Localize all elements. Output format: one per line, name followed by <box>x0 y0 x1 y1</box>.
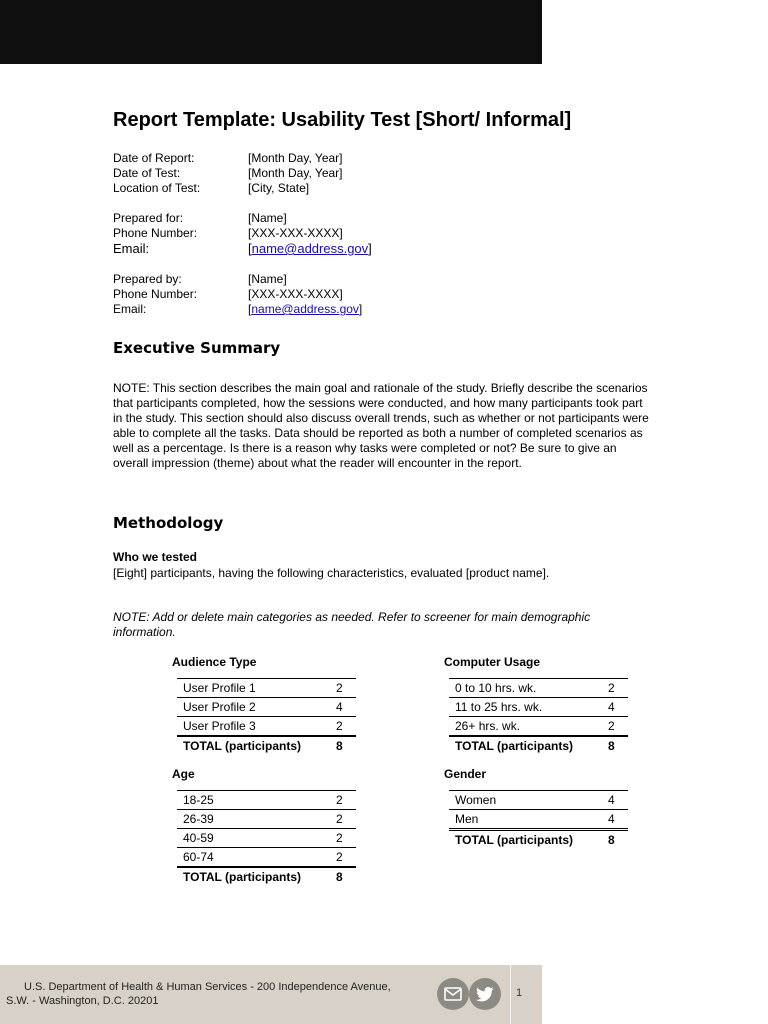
total-row <box>177 736 356 756</box>
row-value: 4 <box>608 698 628 717</box>
categories-note: NOTE: Add or delete main categories as needed. Refer to screener for main demographic information. <box>113 610 591 639</box>
table-row <box>177 717 356 737</box>
row-label: User Profile 1 <box>177 679 336 698</box>
info-value: [Month Day, Year] <box>248 166 343 180</box>
audience-type-table <box>177 678 356 756</box>
total-value: 8 <box>336 736 356 756</box>
prepared-for-name: [Name] <box>248 211 287 225</box>
table-row <box>177 810 356 829</box>
gender-table <box>449 790 628 850</box>
email-value: [name@address.gov] <box>248 302 363 316</box>
row-label: Women <box>449 791 608 810</box>
total-row <box>177 867 356 887</box>
info-value: [Month Day, Year] <box>248 151 343 165</box>
prepared-by-name: [Name] <box>248 272 287 286</box>
row-label: 40-59 <box>177 829 336 848</box>
table-row <box>177 679 356 698</box>
total-label: TOTAL (participants) <box>449 830 608 851</box>
executive-summary-heading: Executive Summary <box>113 339 281 357</box>
row-value: 2 <box>336 810 356 829</box>
footer-address: U.S. Department of Health & Human Services - 200 Independence Avenue, S.W. - Washington, D.C. 20201 <box>6 981 391 1007</box>
total-label: TOTAL (participants) <box>177 736 336 756</box>
page-number: 1 <box>516 987 523 999</box>
twitter-icon[interactable] <box>469 978 501 1010</box>
header-bar <box>0 0 542 64</box>
table-row <box>449 698 628 717</box>
prepared-for-label: Prepared for: <box>113 211 184 225</box>
total-row <box>449 736 628 756</box>
row-value: 2 <box>336 829 356 848</box>
email-link[interactable]: name@address.gov <box>251 241 369 256</box>
row-value: 2 <box>608 679 628 698</box>
row-label: User Profile 2 <box>177 698 336 717</box>
row-label: User Profile 3 <box>177 717 336 737</box>
row-label: Men <box>449 810 608 830</box>
table-row <box>449 791 628 810</box>
info-label: Date of Test: <box>113 166 181 180</box>
table-row <box>449 810 628 830</box>
phone-label: Phone Number: <box>113 226 198 240</box>
info-label: Date of Report: <box>113 151 195 165</box>
row-value: 4 <box>336 698 356 717</box>
row-label: 60-74 <box>177 848 336 868</box>
info-value: [City, State] <box>248 181 310 195</box>
row-label: 0 to 10 hrs. wk. <box>449 679 608 698</box>
total-value: 8 <box>608 736 628 756</box>
age-table <box>177 790 356 887</box>
mail-icon[interactable] <box>437 978 469 1010</box>
row-value: 4 <box>608 791 628 810</box>
total-row <box>449 830 628 851</box>
page-footer <box>0 965 542 1024</box>
email-link[interactable]: name@address.gov <box>251 302 359 316</box>
row-value: 2 <box>608 717 628 737</box>
row-label: 26+ hrs. wk. <box>449 717 608 737</box>
gender-title: Gender <box>444 767 487 781</box>
row-label: 26-39 <box>177 810 336 829</box>
phone-value: [XXX-XXX-XXXX] <box>248 287 343 301</box>
email-value: [name@address.gov] <box>248 241 372 256</box>
email-label: Email: <box>113 241 150 256</box>
row-value: 2 <box>336 791 356 810</box>
table-row <box>449 717 628 737</box>
audience-type-title: Audience Type <box>172 655 257 669</box>
row-value: 2 <box>336 679 356 698</box>
table-row <box>177 848 356 868</box>
table-row <box>177 791 356 810</box>
table-row <box>177 829 356 848</box>
row-value: 4 <box>608 810 628 830</box>
computer-usage-title: Computer Usage <box>444 655 541 669</box>
total-label: TOTAL (participants) <box>449 736 608 756</box>
page-title: Report Template: Usability Test [Short/ Informal] <box>113 109 572 131</box>
row-label: 11 to 25 hrs. wk. <box>449 698 608 717</box>
table-row <box>449 679 628 698</box>
row-value: 2 <box>336 717 356 737</box>
info-label: Location of Test: <box>113 181 201 195</box>
row-label: 18-25 <box>177 791 336 810</box>
email-label: Email: <box>113 302 147 316</box>
who-we-tested-text: [Eight] participants, having the following characteristics, evaluated [product name]. <box>113 566 550 580</box>
total-value: 8 <box>608 830 628 851</box>
row-value: 2 <box>336 848 356 868</box>
table-row <box>177 698 356 717</box>
executive-summary-text: NOTE: This section describes the main goal and rationale of the study. Briefly describe the scenarios that participants completed, how the sessions were conducted, and how many participants took part in the study. This section should also discuss overall trends, such as whether or not participants were able to complete all the tasks. Data should be reported as both a number of completed scenarios as well as a percentage. Is there is a reason why tasks were completed or not? Be sure to give an overall impression (theme) about what the reader will encounter in the report. <box>113 381 649 470</box>
who-we-tested-heading: Who we tested <box>113 550 198 564</box>
phone-label: Phone Number: <box>113 287 198 301</box>
footer-divider <box>510 965 511 1024</box>
methodology-heading: Methodology <box>113 514 224 532</box>
total-value: 8 <box>336 867 356 887</box>
computer-usage-table <box>449 678 628 756</box>
prepared-by-label: Prepared by: <box>113 272 182 286</box>
age-title: Age <box>172 767 195 781</box>
phone-value: [XXX-XXX-XXXX] <box>248 226 343 240</box>
total-label: TOTAL (participants) <box>177 867 336 887</box>
